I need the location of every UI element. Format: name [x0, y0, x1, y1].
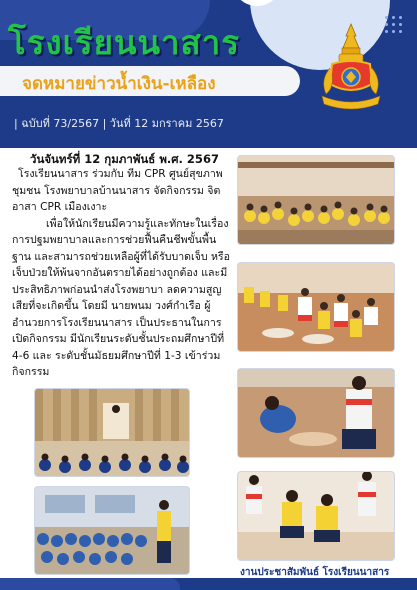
activity-photo	[35, 487, 189, 574]
footer-bar-accent	[0, 578, 180, 590]
activity-photo	[238, 263, 394, 351]
newsletter-subtitle: จดหมายข่าวน้ำเงิน-เหลือง	[22, 74, 216, 94]
activity-photo	[238, 156, 394, 244]
article-date: วันจันทร์ที่ 12 กุมภาพันธ์ พ.ศ. 2567	[30, 152, 219, 166]
issue-line: | ฉบับที่ 73/2567 | วันที่ 12 มกราคม 2567	[14, 117, 224, 130]
header-banner	[0, 0, 417, 148]
article-paragraph: โรงเรียนนาสาร ร่วมกับ ทีม CPR ศูนย์สุขภาพชุมชน โรงพยาบาลบ้านนาสาร จัดกิจกรรม จิตอาสา CPR เมืองเงาะ	[12, 168, 223, 213]
footer-credit: งานประชาสัมพันธ์ โรงเรียนนาสาร	[240, 567, 390, 578]
article-body	[12, 166, 234, 381]
school-crest-icon	[316, 22, 386, 112]
activity-photo	[35, 389, 189, 476]
activity-photo	[238, 472, 394, 560]
article-paragraph: เพื่อให้นักเรียนมีความรู้และทักษะในเรื่องการปฐมพยาบาลและการช่วยฟื้นคืนชีพขั้นพื้นฐาน และสามารถช่วยเหลือผู้ที่ได้รับบาดเจ็บ หรือเจ็บป่วยให้พ้นจากอันตรายได้อย่างถูกต้อง และมีประสิทธิภาพก่อนนำส่งโรงพยาบา ลดความสูญเสียที่จะเกิดขึ้น โดยมี นายพนม วงศ์กำเรือ ผู้อำนวยการโรงเรียนนาสาร เป็นประธานในการเปิดกิจกรรม มีนักเรียนระดับชั้นประถมศึกษาปีที่ 4-6 และ ระดับชั้นมัธยมศึกษาปีที่ 1-3 เข้าร่วมกิจกรรม	[12, 217, 230, 378]
dot-grid-decoration	[383, 14, 405, 36]
school-name-title: โรงเรียนนาสาร	[8, 23, 240, 62]
activity-photo	[238, 369, 394, 457]
